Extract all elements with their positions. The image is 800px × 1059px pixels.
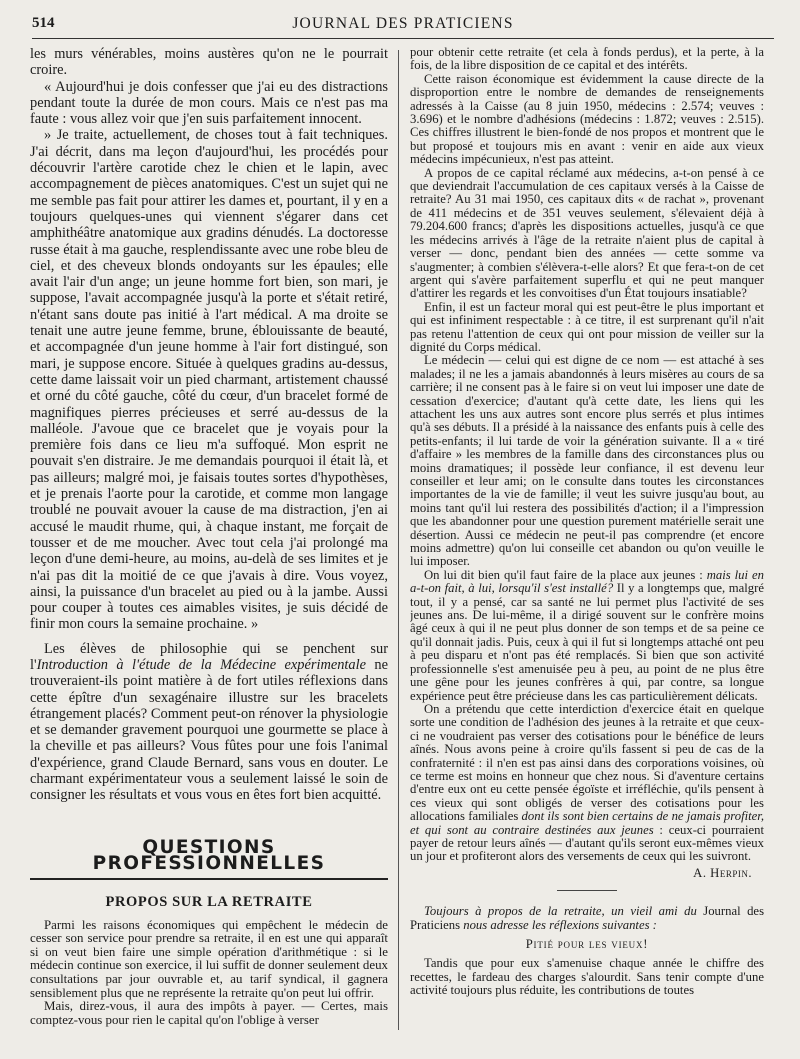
section-title: QUESTIONS PROFESSIONNELLES — [30, 840, 388, 881]
text-run: Il y a longtemps que, malgré tout, il y a pensé, car sa santé ne lui permet plus l'activité de ses jeunes ans. De lui-même, il a dirigé souvent sur le confrère moins âgé ceux à qui il ne peut plus donner de son temps et de sa peine ce qu'il donnait jadis. Puis, ceux à qui il fut si longtemps attaché ont peu à peu disparu et n'ont pas été remplacés. Si bien que son activité professionnelle s'est amenuisée peu à peu, au point de ne plus être une gêne pour les jeunes confrères à qui, par contre, sa longue expérience peut être précieuse dans les cas particulièrement délicats. — [410, 581, 764, 703]
author-signature: A. Herpin. — [693, 865, 752, 880]
column-divider — [398, 50, 399, 1030]
paragraph: Cette raison économique est évidemment la cause directe de la disproportion entre le nombre de demandes de renseignements adressés à la Caisse (au 8 juin 1950, médecins : 2.574; veuves : 3.696) et le nombre d'adhésions (médecins : 1.872; veuves : 2.515). Ces chiffres illustrent le bien-fondé de nos propos et montrent que le but proposé et toujours mis en avant : venir en aide aux vieux médecins impécunieux, n'est pas atteint. — [410, 71, 764, 167]
text-run: ne trouveraient-ils point matière à de fort utiles réflexions dans cette épître d'un sexagénaire illustre sur les bracelets étrangement placés? Comment peut-on rénover la physiologie et se demander gravement pourquoi une gourmette se place à la cheville et pas ailleurs? Vous fûtes pour une fois l'animal d'expérience, grand Claude Bernard, sans vous en douter. Le charmant expérimentateur vous a seulement laissé le soin de consigner les résultats et vous vous en êtes fort bien acquitté. — [30, 656, 388, 804]
text-run: On lui dit bien qu'il faut faire de la place aux jeunes : — [424, 567, 707, 582]
paragraph: Tandis que pour eux s'amenuise chaque année le chiffre des recettes, le fardeau des charges s'alourdit. Sans tenir compte d'une activité toujours plus réduite, les contributions de toutes — [410, 956, 764, 998]
paragraph: Le médecin — celui qui est digne de ce nom — est attaché à ses malades; il ne les a jamais abandonnés à leurs misères au cours de sa carrière; il ne consent pas à le faire si on veut lui imposer une date de cessation d'exercice; d'autant qu'à cette date, les liens qui les attachent les uns aux autres sont encore plus serrés et plus intimes qu'à ses débuts. Il a présidé à la naissance des enfants puis à celle des petits-enfants; il lui tarde de voir la génération suivante. Il a « tiré d'affaire » les membres de la famille dans des circonstances plus ou moins dramatiques; il possède leur confiance, il est devenu leur conseiller et leur ami; on le consulte dans toutes les circonstances importantes de la vie de famille; il veut les suivre jusqu'au bout, au moins tant qu'il lui restera des possibilités d'action; il a l'impression que les abandonner pour une question purement matérielle serait une désertion. Aussi ce médecin ne peut-il pas comprendre (et encore moins admettre) qu'on lui conseille cet abandon ou qu'on veuille le lui imposer. — [410, 353, 764, 569]
paragraph: Parmi les raisons économiques qui empêchent le médecin de cesser son service pour prendre sa retraite, il en est une qui apparaît si on veut bien faire une simple opération d'arithmétique : si le médecin continue son exercice, il lui suffit de donner seulement deux consultations par jour ouvrable et, au tarif syndical, il gagnera sensiblement plus que ne représente la retraite qu'on peut lui offrir. — [30, 917, 388, 1000]
italic-run: mais lui en a-t-on fait, à lui, lorsqu'il s'est installé? — [410, 567, 764, 596]
italic-run: nous adresse les réflexions suivantes : — [463, 917, 657, 932]
paragraph: » Je traite, actuellement, de choses tout à fait techniques. J'ai décrit, dans ma leçon d'aujourd'hui, les procédés pour découvrir l'artère carotide chez le chien et le lapin, avec accompagnement de pièces anatomiques. C'est un sujet qui ne me semble pas fait pour attirer les dames et, pourtant, il y en a toujours quelques-unes qui viennent s'égarer dans cet amphithéâtre anatomique aux gradins dénudés. La doctoresse russe était à ma gauche, resplendissante avec une robe bleu de ciel, et des cheveux blonds ondoyants sur les épaules; elle avait l'air d'un ange; un jeune homme fort bien, son mari, je suppose, l'avait accompagnée jusqu'à la porte et s'était retiré, n'étant sans doute pas initié à l'art médical. A ma droite se tenait une autre jeune femme, brune, éblouissante de beauté, et accompagnée d'un jeune homme à l'air fort distingué, son mari, je suppose encore. Située à quelques gradins au-dessus, cette dame laissait voir un pied charmant, artistement chaussé et orné du côté gauche, côté du cœur, d'un bracelet formé de magnifiques pierres précieuses et serré au-dessus de la malléole. J'avoue que ce bracelet que je voyais pour la première fois dans ce lieu m'a suffoqué. Mon esprit ne pouvait s'en distraire. Je me demandais pourquoi il était là, et pas ailleurs; malgré moi, je faisais toutes sortes d'hypothèses, et je prenais l'aorte pour la carotide, et comme mon langage troublé ne pouvait avouer la cause de ma distraction, j'en ai accusé le maudit rhume, qui, à chaque instant, me forçait de tousser et de me moucher. Avec tout cela j'ai prolongé ma leçon d'une demi-heure, au moins, au-delà de ses limites et je n'ai pas dit la moitié de ce que j'avais à dire. Vous voyez, ainsi, la puissance d'un bracelet au pied ou à la jambe. Aussi pour couper à toutes ces aimables visites, je suis décidé de finir mon cours la semaine prochaine. » — [30, 127, 388, 633]
paragraph: A propos de ce capital réclamé aux médecins, a-t-on pensé à ce que deviendrait l'accumulation de ces capitaux versés à la Caisse de retraite? Au 31 mai 1950, ces capitaux dits « de rachat », provenant de 411 médecins et de 351 veuves seulement, s'élevaient déjà à 79.204.600 francs; d'après les dispositions actuelles, jusqu'à ce que les médecins arrivés à l'âge de la retraite n'aient plus de capital à verser — donc, pendant bien des années — cette somme va s'augmenter; à combien s'élèvera-t-elle alors? Et que fera-t-on de cet argent qui s'avère parfaitement superflu et qui ne peut manquer d'attirer les regards et les convoitises d'un État toujours insatiable? — [410, 165, 764, 301]
letter-title: Pitié pour les vieux! — [525, 937, 649, 951]
paragraph: Mais, direz-vous, il aura des impôts à payer. — Certes, mais comptez-vous pour rien le capital qu'on l'oblige à verser — [30, 999, 388, 1027]
italic-run: Toujours à propos de la retraite, un vieil ami du — [424, 904, 697, 919]
left-column — [30, 46, 388, 1051]
italic-run: dont ils sont bien certains de ne jamais profiter, et qui sont au contraire destinées aux jeunes — [410, 809, 764, 837]
text-run: On a prétendu que cette interdiction d'exercice était en quelque sorte une condition de l'adhésion des jeunes à la retraite et que ceux-ci ne voudraient pas verser des cotisations pour le bénéfice de leurs aînés. Nous avons peine à croire qu'ils fassent si peu de cas de la confraternité : il n'en est pas ainsi dans des corporations voisines, où ce terme est moins en honneur que chez nous. Si d'aventure certains d'entre eux ont eu cette pensée égoïste et irréfléchie, qu'ils pensent à ces vieux qui sont obligés de verser des cotisations pour les allocations familiales — [410, 701, 764, 824]
paragraph — [30, 641, 388, 804]
text-run: : ceux-ci pourraient payer de retour leurs aînés — d'autant qu'ils seront eux-mêmes vieux un jour et profiteront alors des versements de ceux qui les suivront. — [410, 822, 764, 864]
book-title: Introduction à l'étude de la Médecine expérimentale — [36, 656, 367, 673]
separator-rule — [557, 890, 617, 891]
paragraph — [410, 703, 764, 864]
paragraph — [410, 569, 764, 703]
journal-name: Journal des Praticiens — [410, 904, 764, 932]
paragraph: Enfin, il est un facteur moral qui est peut-être le plus important et qui est infiniment respectable : à ce titre, il est surprenant qu'il n'ait pas retenu l'attention de ceux qui ont pour mission de veiller sur la dignité du Corps médical. — [410, 299, 764, 354]
text-run: Les élèves de philosophie qui se penchent sur l' — [30, 640, 388, 673]
running-title: JOURNAL DES PRATICIENS — [292, 15, 514, 32]
paragraph: pour obtenir cette retraite (et cela à fonds perdus), et la perte, à la fois, de la libre disposition de ce capital et des intérêts. — [410, 46, 764, 73]
paragraph: « Aujourd'hui je dois confesser que j'ai eu des distractions pendant toute la durée de mon cours. Mais ce n'est pas ma faute : vous allez voir que j'en suis parfaitement innocent. — [30, 78, 388, 128]
subsection-title: PROPOS SUR LA RETRAITE — [105, 894, 313, 911]
paragraph: les murs vénérables, moins austères qu'on ne le pourrait croire. — [30, 46, 388, 79]
page-number: 514 — [32, 15, 55, 31]
right-column — [410, 46, 764, 1051]
letter-intro — [410, 905, 764, 932]
page-header — [32, 12, 774, 39]
